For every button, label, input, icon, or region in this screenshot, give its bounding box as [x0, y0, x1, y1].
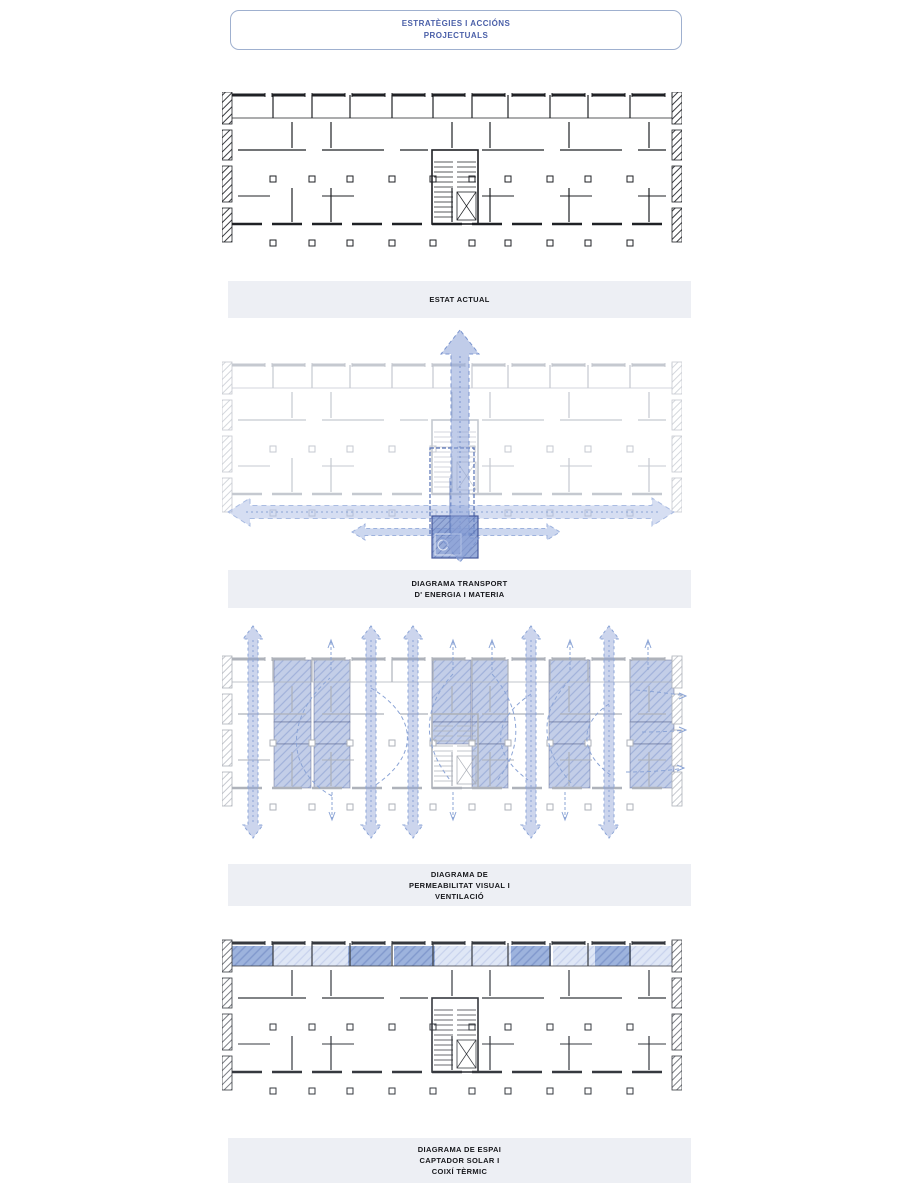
- label-line: DIAGRAMA DE ESPAI: [417, 1145, 502, 1154]
- section-label-transport-energia: [228, 570, 691, 608]
- label-line: COIXÍ TÈRMIC: [431, 1167, 488, 1176]
- solar-capture-strip: [231, 946, 678, 966]
- label-line: CAPTADOR SOLAR I: [419, 1156, 500, 1165]
- label-line: PERMEABILITAT VISUAL I: [408, 880, 511, 890]
- title-line-1: ESTRATÈGIES I ACCIÓNS: [401, 19, 511, 28]
- floor-plan-captador-solar: [222, 938, 682, 1108]
- label-line: DIAGRAMA TRANSPORT: [411, 579, 508, 588]
- title-line-2: PROJECTUALS: [423, 31, 489, 40]
- floor-plan-permeabilitat-ventilacio: [222, 624, 692, 842]
- floor-plan-estat-actual: [222, 92, 682, 250]
- building-plan: [222, 92, 682, 246]
- label-line: VENTILACIÓ: [435, 891, 484, 901]
- section-label-estat-actual: [228, 281, 691, 318]
- floor-plan-transport-energia: [222, 328, 682, 568]
- label-line: D' ENERGIA I MATERIA: [414, 590, 505, 599]
- label-line: ESTAT ACTUAL: [429, 295, 490, 304]
- section-label-permeabilitat-ventilacio: [228, 864, 691, 906]
- section-label-captador-solar: [228, 1138, 691, 1183]
- label-line: DIAGRAMA DE: [430, 869, 489, 879]
- title-box: [230, 10, 682, 50]
